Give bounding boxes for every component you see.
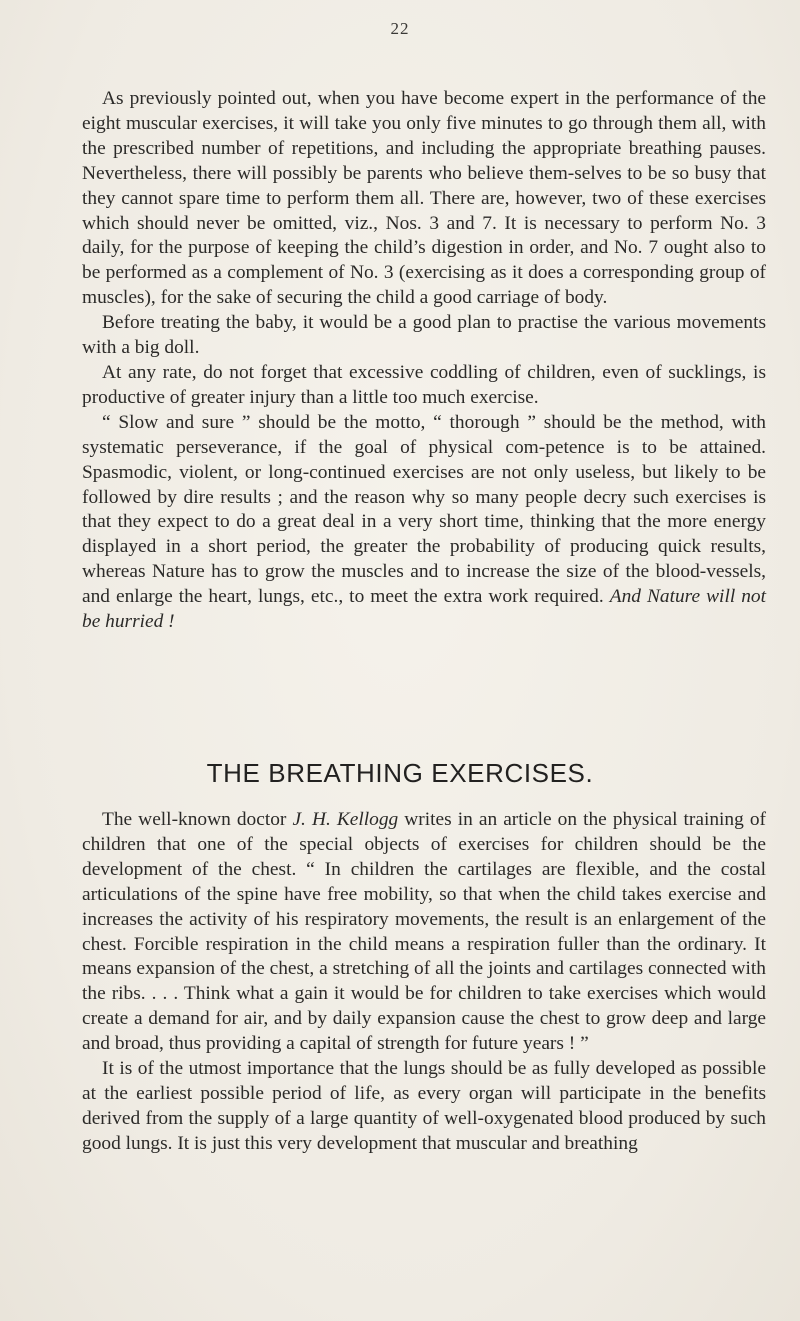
paragraph: It is of the utmost importance that the lungs should be as fully developed as possible at the earliest possible period of life, as every organ will participate in the benefits derived from the supply of a large quantity of well-oxygenated blood produced by such good lungs. It is just this very development that muscular and breathing — [82, 1058, 766, 1154]
paragraph-text: “ Slow and sure ” should be the motto, “ thorough ” should be the method, with systematic perseverance, if the goal of physical com-petence is to be attained. Spasmodic, violent, or long-continued exercises are not only useless, but likely to be followed by dire results ; and the reason why so many people decry such exercises is that they expect to do a great deal in a very short time, thinking that the more energy displayed in a short period, the greater the probability of producing quick results, whereas Nature has to grow the muscles and to increase the size of the blood-vessels, and enlarge the heart, lungs, etc., to meet the extra work required. — [82, 411, 766, 608]
paragraph — [82, 808, 766, 1057]
paragraph: At any rate, do not forget that excessive coddling of children, even of sucklings, is productive of greater injury than a little too much exercise. — [82, 361, 766, 408]
paragraph: As previously pointed out, when you have become expert in the performance of the eight muscular exercises, it will take you only five minutes to go through them all, with the prescribed number of repetitions, and including the appropriate breathing pauses. Nevertheless, there will possibly be parents who believe them-selves to be so busy that they cannot spare time to perform them all. There are, however, two of these exercises which should never be omitted, viz., Nos. 3 and 7. It is necessary to perform No. 3 daily, for the purpose of keeping the child’s digestion in order, and No. 7 ought also to be performed as a complement of No. 3 (exercising as it does a corresponding group of muscles), for the sake of securing the child a good carriage of body. — [82, 88, 766, 309]
italic-emphasis: And Nature will not be hurried ! — [82, 586, 766, 633]
section-heading: THE BREATHING EXERCISES. — [206, 758, 594, 788]
paragraph-text: The well-known doctor — [102, 809, 287, 830]
author-name: J. H. Kellogg — [292, 809, 399, 830]
body-text-upper — [82, 87, 766, 635]
paragraph-text: writes in an article on the physical training of children that one of the special objects of exercises for children should be the development of the chest. “ In children the cartilages are flexible, and the costal articulations of the spine have free mobility, so that when the child takes exercise and increases the activity of his respiratory movements, the result is an enlargement of the chest. Forcible respiration in the child means a respiration fuller than the ordinary. It means expansion of the chest, a stretching of all the joints and cartilages connected with the ribs. . . . Think what a gain it would be for children to take exercises which would create a demand for air, and by daily expansion cause the chest to grow deep and large and broad, thus providing a capital of strength for future years ! ” — [82, 809, 766, 1055]
paragraph: Before treating the baby, it would be a good plan to practise the various movements with a big doll. — [82, 312, 766, 359]
page-number: 22 — [390, 19, 410, 38]
paragraph — [82, 411, 766, 635]
body-text-lower — [82, 808, 766, 1157]
